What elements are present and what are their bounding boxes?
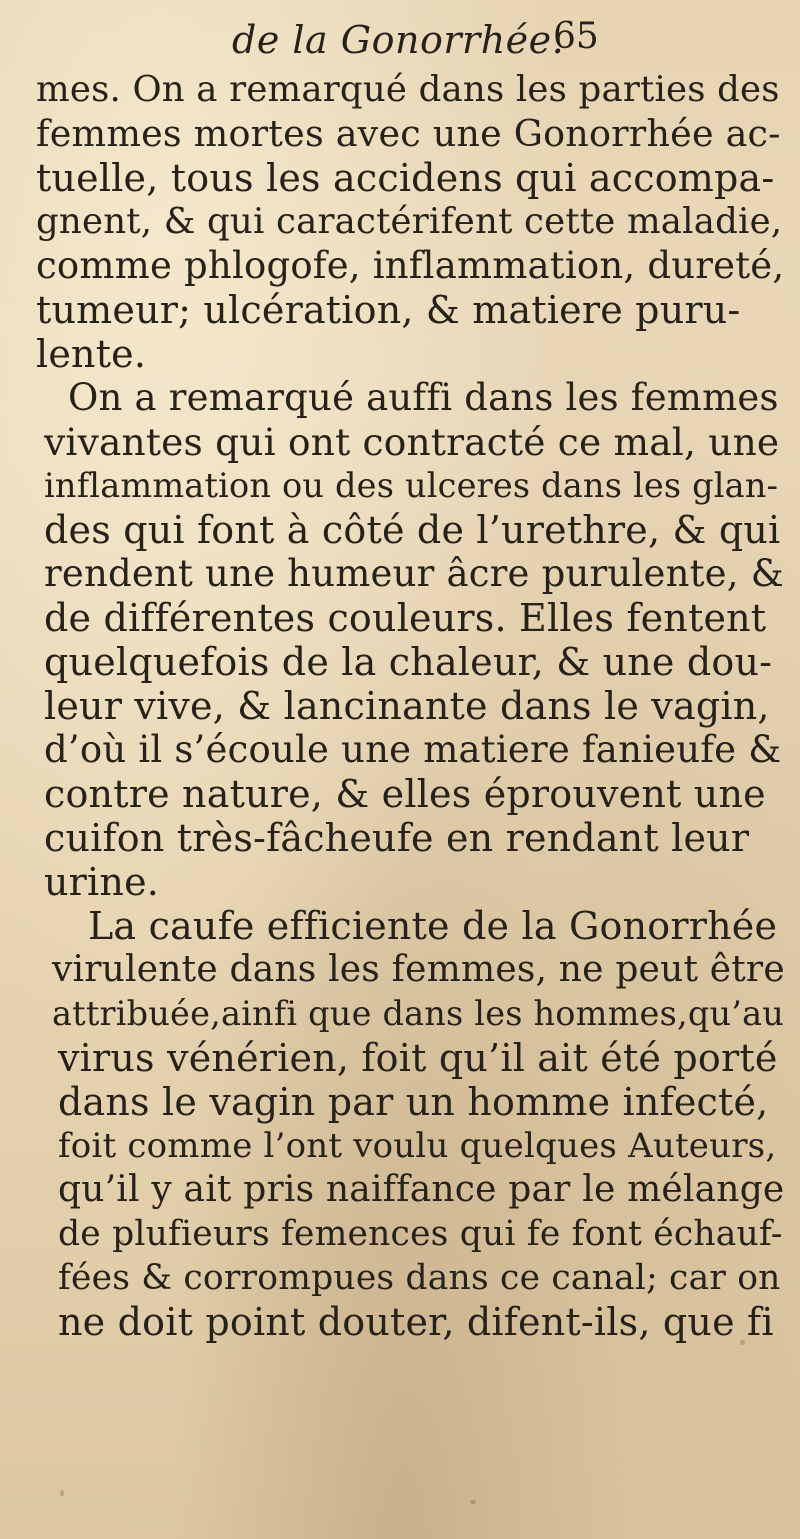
text-line: urine. — [44, 860, 160, 904]
text-line: vivantes qui ont contracté ce mal, une — [44, 420, 780, 464]
paper-blemish — [470, 1500, 476, 1504]
text-line: leur vive, & lancinante dans le vagin, — [44, 684, 770, 728]
running-title: de la Gonorrhée. — [232, 18, 565, 62]
text-line: tuelle, tous les accidens qui accompa- — [36, 156, 775, 200]
text-line: d’où il s’écoule une matiere fanieufe & — [44, 728, 782, 771]
text-line: de différentes couleurs. Elles fentent — [44, 596, 767, 640]
text-line: virus vénérien, foit qu’il ait été porté — [58, 1036, 778, 1080]
text-line: virulente dans les femmes, ne peut être — [52, 949, 785, 990]
page-number: 65 — [553, 16, 599, 57]
text-line: lente. — [36, 332, 147, 376]
text-line: dans le vagin par un homme infecté, — [58, 1080, 769, 1124]
text-line: ne doit point douter, difent-ils, que fi — [58, 1300, 774, 1344]
text-line: rendent une humeur âcre purulente, & — [44, 552, 784, 595]
text-line: quelquefois de la chaleur, & une dou- — [44, 640, 773, 684]
text-line: inflammation ou des ulceres dans les glan- — [44, 466, 779, 505]
text-line: La caufe efficiente de la Gonorrhée — [88, 904, 778, 948]
text-line: comme phlogofe, inflammation, dureté, — [36, 244, 785, 287]
text-line: des qui font à côté de l’urethre, & qui — [44, 508, 781, 552]
text-line: gnent, & qui caractérifent cette maladie, — [36, 201, 783, 242]
text-line: cuifon très-fâcheufe en rendant leur — [44, 816, 750, 860]
text-line: qu’il y ait pris naiffance par le mélange — [58, 1169, 785, 1210]
text-line: On a remarqué auffi dans les femmes — [68, 376, 779, 419]
text-line: foit comme l’ont voulu quelques Auteurs, — [58, 1126, 777, 1166]
text-line: fées & corrompues dans ce canal; car on — [58, 1258, 781, 1298]
text-line: de plufieurs femences qui fe font échauf- — [58, 1214, 783, 1254]
text-line: attribuée,ainfi que dans les hommes,qu’au — [52, 994, 785, 1033]
text-line: tumeur; ulcération, & matiere puru- — [36, 288, 741, 332]
page-header — [0, 14, 800, 70]
paper-blemish — [60, 1490, 64, 1496]
text-line: mes. On a remarqué dans les parties des — [36, 69, 780, 110]
text-line: femmes mortes avec une Gonorrhée ac- — [36, 112, 781, 155]
text-line: contre nature, & elles éprouvent une — [44, 772, 766, 816]
